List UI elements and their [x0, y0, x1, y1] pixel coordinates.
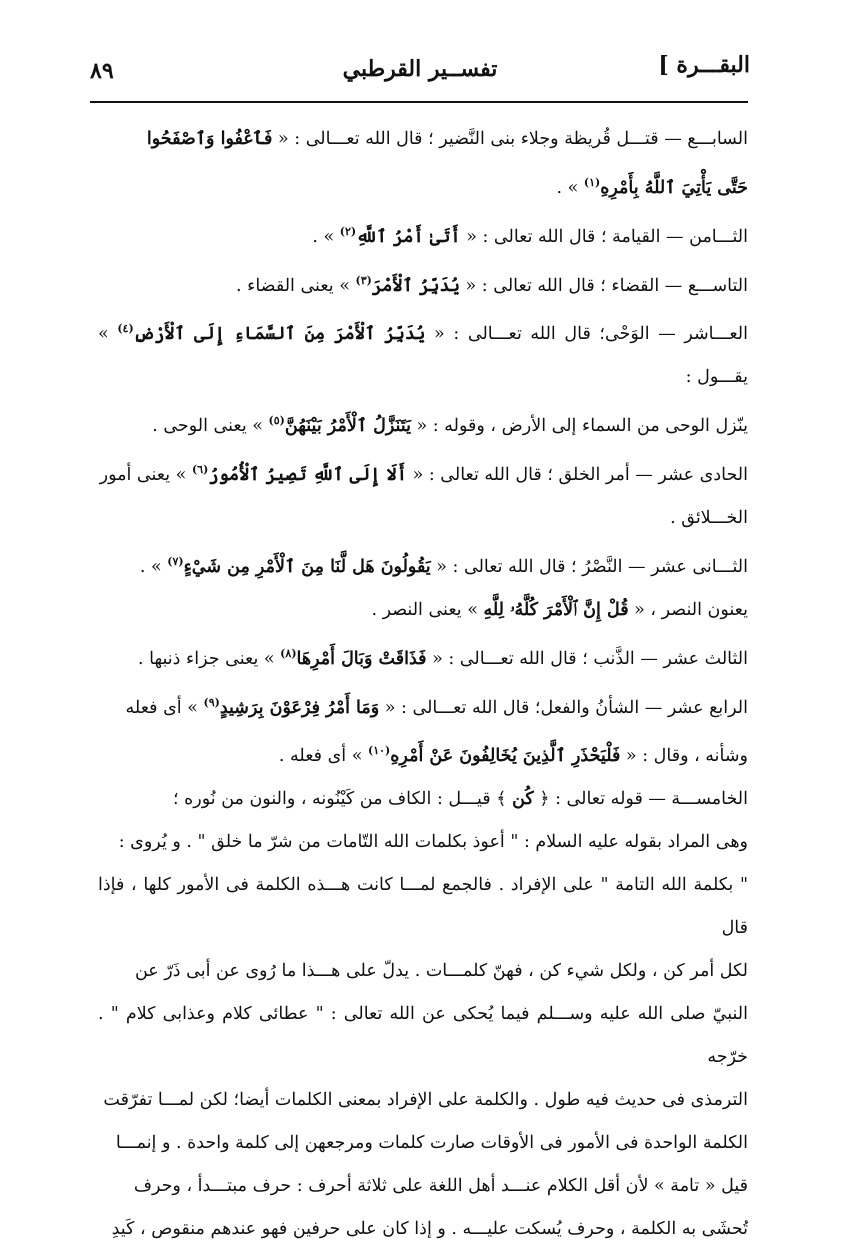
header-rule: [90, 101, 748, 103]
footnote-marker: (١): [583, 176, 601, 189]
text-run: » يعنى النصر .: [371, 599, 484, 620]
text-run: » يعنى جزاء ذنبها .: [138, 648, 281, 669]
footnote-marker: (١٠): [367, 744, 391, 758]
quran-verse: يُدَبِّرُ ٱلْأَمْرَ مِنَ ٱلسَّمَاءِ إِلَى ٱلْأَرْضِ: [133, 324, 426, 345]
text-run: يعنون النصر ، «: [628, 599, 748, 620]
paragraph: [98, 540, 748, 632]
footnote-marker: (٧): [167, 554, 184, 568]
text-run: الثالث عشر — الذَّنب ؛ قال الله تعـــالى : «: [426, 648, 748, 669]
text-line: [98, 1122, 748, 1165]
quran-verse: أَتَىٰ أَمْرُ ٱللَّهِ: [356, 226, 461, 247]
text-run: الحادى عشر — أمر الخلق ؛ قال الله تعالى : «: [407, 464, 748, 485]
text-run: الرابع عشر — الشأنُ والفعل؛ قال الله تعـــالى : «: [379, 697, 748, 718]
text-run: الخامســـة — قوله تعالى : ﴿: [533, 789, 748, 810]
quran-verse: يُدَبِّرُ ٱلْأَمْرَ: [371, 275, 460, 296]
page-number: ٨٩: [90, 58, 114, 84]
text-run: وهى المراد بقوله عليه السلام : " أعوذ بكلمات الله التّامات من شرّ ما خلق " . و يُروى :: [118, 832, 748, 853]
footnote-marker: (٢): [339, 224, 357, 238]
footnote-marker: (٦): [191, 463, 209, 477]
text-line: [98, 821, 748, 864]
text-run: » .: [312, 226, 340, 247]
text-line: [98, 864, 748, 950]
quran-verse: يَتَنَزَّلُ ٱلْأَمْرُ بَيْنَهُنَّ: [284, 416, 411, 437]
footnote-marker: (٩): [203, 695, 220, 709]
paragraph: [98, 118, 748, 210]
footnote-marker: (٥): [268, 414, 285, 428]
text-run: » يعنى الوحى .: [152, 416, 269, 437]
quran-verse: فَٱعْفُوا وَٱصْفَحُوا: [146, 129, 273, 149]
text-run: وشأنه ، وقال : «: [620, 746, 748, 767]
text-run: » أى فعله .: [278, 746, 368, 767]
text-line: [98, 589, 748, 632]
paragraph: [98, 681, 748, 779]
quran-verse: فَذَاقَتْ وَبَالَ أَمْرِهَا: [296, 648, 427, 669]
paragraph: [98, 778, 748, 1251]
running-head-title: تفســير القرطبي: [342, 56, 498, 82]
text-run: العـــاشر — الوَحْى؛ قال الله تعـــالى : «: [425, 324, 748, 345]
quran-verse: يَقُولُونَ هَل لَّنَا مِنَ ٱلْأَمْرِ مِن شَيْءٍ: [183, 556, 431, 577]
text-run: قيل « تامة » لأن أقل الكلام عنـــد أهل اللغة على ثلاثة أحرف : حرف مبتـــدأ ، وحرف: [133, 1176, 748, 1197]
text-run: » يعنى أمور: [99, 464, 192, 485]
text-line: [98, 681, 748, 730]
page-body: [98, 118, 748, 1251]
text-line: [98, 259, 748, 308]
paragraph: [98, 307, 748, 448]
page-header: [90, 52, 750, 102]
text-line: [98, 1165, 748, 1208]
paragraph: [98, 448, 748, 540]
text-run: » .: [139, 556, 168, 577]
text-run: » أى فعله: [125, 697, 204, 718]
text-line: [98, 632, 748, 681]
text-run: » يعنى القضاء .: [236, 275, 356, 296]
quran-verse: فَلْيَحْذَرِ ٱلَّذِينَ يُخَالِفُونَ عَنْ أَمْرِهِ: [390, 746, 621, 767]
text-run: النبيّ صلى الله عليه وســـلم فيما يُحكى عن الله تعالى : " عطائى كلام وعذابى كلام " . خرّجه: [98, 1004, 748, 1068]
text-run: السابـــع — قتـــل قُريظة وجلاء بنى النَّضير ؛ قال الله تعـــالى : «: [272, 129, 748, 149]
text-line: [98, 778, 748, 821]
text-line: [98, 448, 748, 497]
text-line: [98, 729, 748, 778]
running-head-surah: البقـــرة ]: [658, 52, 750, 78]
paragraph: [98, 210, 748, 259]
paragraph: [98, 632, 748, 681]
text-line: [98, 118, 748, 161]
paragraph: [98, 259, 748, 308]
text-run: الثـــامن — القيامة ؛ قال الله تعالى : «: [460, 226, 748, 247]
text-line: [98, 399, 748, 448]
text-line: [98, 1079, 748, 1122]
text-run: » يقـــول :: [98, 324, 748, 388]
text-run: الترمذى فى حديث فيه طول . والكلمة على الإفراد بمعنى الكلمات أيضا؛ لكن لمـــا تفرّقت: [103, 1090, 748, 1111]
text-run: الثـــانى عشر — النَّصْرُ ؛ قال الله تعالى : «: [430, 556, 748, 577]
text-run: الكلمة الواحدة فى الأمور فى الأوقات صارت كلمات ومرجعهن إلى كلمة واحدة . و إنمـــا: [115, 1133, 748, 1154]
quran-verse: حَتَّى يَأْتِيَ ٱللَّهُ بِأَمْرِهِ: [600, 177, 748, 198]
text-run: " بكلمة الله التامة " على الإفراد . فالجمع لمـــا كانت هـــذه الكلمة فى الأمور كلها ، فإذا قال: [98, 875, 748, 939]
text-line: [98, 307, 748, 399]
quran-verse: وَمَا أَمْرُ فِرْعَوْنَ بِرَشِيدٍ: [219, 697, 380, 718]
footnote-marker: (٣): [355, 273, 372, 287]
text-line: [98, 497, 748, 540]
quran-verse: قُلْ إِنَّ ٱلْأَمْرَ كُلَّهُۥ لِلَّهِ: [483, 599, 629, 620]
text-line: [98, 950, 748, 993]
text-line: [98, 540, 748, 589]
text-line: [98, 161, 748, 210]
text-run: التاســـع — القضاء ؛ قال الله تعالى : «: [459, 275, 748, 296]
quran-verse: كُن: [512, 789, 534, 810]
text-run: تُحشَى به الكلمة ، وحرف يُسكت عليـــه . و إذا كان على حرفين فهو عندهم منقوص ، كَيدِ: [111, 1219, 748, 1240]
text-line: [98, 210, 748, 259]
quran-verse: أَلَا إِلَى ٱللَّهِ تَصِيرُ ٱلْأُمُورُ: [208, 464, 407, 485]
text-run: لكل أمر كن ، ولكل شيء كن ، فهنّ كلمـــات . يدلّ على هـــذا ما رُوى عن أبى ذَرّ عن: [134, 961, 748, 982]
text-run: » .: [556, 177, 584, 198]
text-line: [98, 993, 748, 1079]
text-run: الخـــلائق .: [670, 507, 748, 528]
footnote-marker: (٤): [117, 322, 134, 336]
text-run: ينّزل الوحى من السماء إلى الأرض ، وقوله : «: [410, 416, 748, 437]
footnote-marker: (٨): [280, 646, 297, 660]
text-line: [98, 1208, 748, 1251]
text-run: ﴾ قيـــل : الكاف من كَيْنُونه ، والنون من نُوره ؛: [172, 789, 513, 810]
